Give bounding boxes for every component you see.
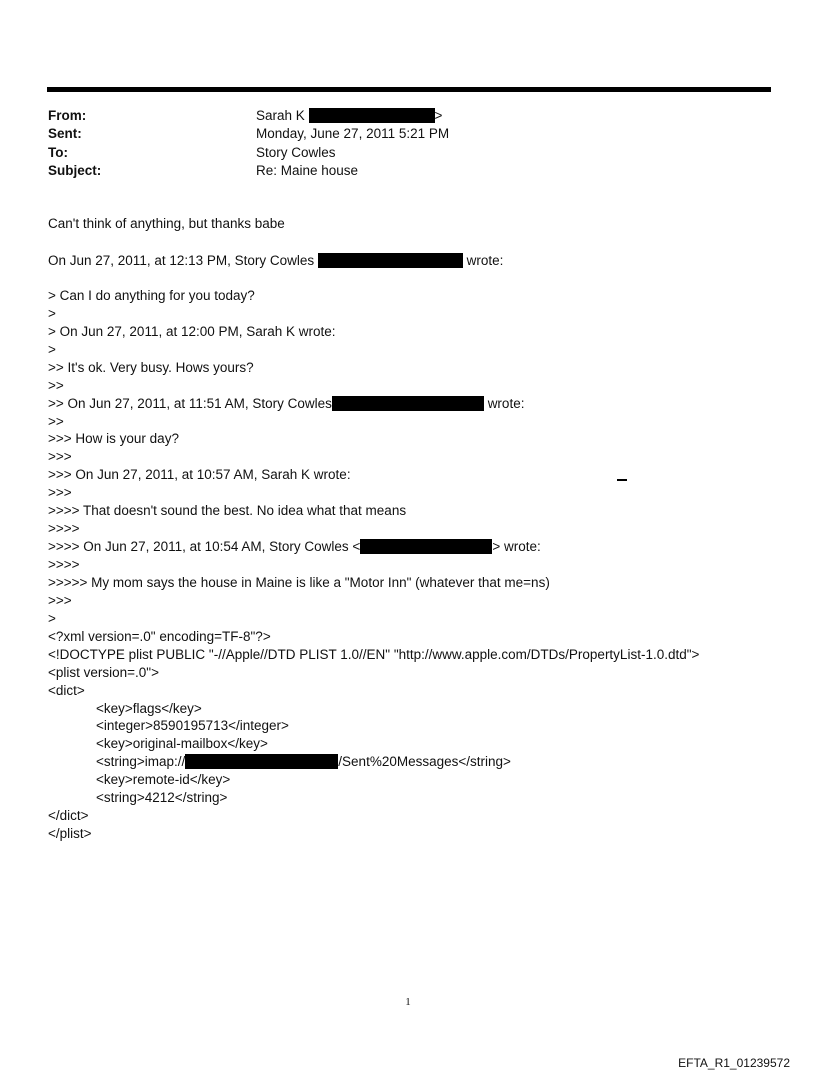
from-value — [256, 108, 442, 123]
plist-dict-open: <dict> — [48, 683, 85, 698]
quoted-line: >>> — [48, 593, 72, 608]
quoted-line: >>> On Jun 27, 2011, at 10:57 AM, Sarah K wrote: — [48, 467, 351, 482]
quoted-line: >>> — [48, 449, 72, 464]
from-name: Sarah K — [256, 108, 305, 123]
attribution-end: wrote: — [462, 253, 504, 268]
plist-key-mailbox: <key>original-mailbox</key> — [96, 736, 268, 751]
redaction-box — [185, 754, 338, 769]
document-id: EFTA_R1_01239572 — [678, 1056, 790, 1070]
quoted-line — [48, 396, 524, 411]
plist-key-remote-id: <key>remote-id</key> — [96, 772, 231, 787]
quoted-line — [48, 539, 541, 554]
plist-key-flags: <key>flags</key> — [96, 701, 202, 716]
quoted-line: >>>> — [48, 521, 80, 536]
subject-label: Subject: — [48, 163, 102, 178]
redaction-box — [332, 396, 484, 411]
reply-text: Can't think of anything, but thanks babe — [48, 216, 285, 231]
plist-dict-close: </dict> — [48, 808, 89, 823]
subject-value: Re: Maine house — [256, 163, 359, 178]
plist-string-start: <string>imap:// — [96, 754, 186, 769]
quoted-line: >> — [48, 414, 64, 429]
sent-label: Sent: — [48, 126, 82, 141]
redaction-box — [318, 253, 463, 268]
quoted-line: >>>> That doesn't sound the best. No idea what that means — [48, 503, 407, 518]
attribution-line — [48, 253, 503, 268]
page-number: 1 — [405, 996, 411, 1008]
from-label: From: — [48, 108, 87, 123]
quoted-text: > wrote: — [492, 539, 541, 554]
plist-string-mailbox — [96, 754, 511, 769]
quoted-line: > — [48, 306, 56, 321]
from-end: > — [434, 108, 443, 123]
to-label: To: — [48, 145, 68, 160]
plist-integer-flags: <integer>8590195713</integer> — [96, 718, 289, 733]
quoted-line: >>> How is your day? — [48, 431, 179, 446]
redaction-box — [309, 108, 435, 123]
quoted-line: >> It's ok. Very busy. Hows yours? — [48, 360, 254, 375]
quoted-text: >> On Jun 27, 2011, at 11:51 AM, Story Cowles — [48, 396, 332, 411]
quoted-line: >>>> — [48, 557, 80, 572]
quoted-text: >>>> On Jun 27, 2011, at 10:54 AM, Story Cowles < — [48, 539, 361, 554]
attribution-text: On Jun 27, 2011, at 12:13 PM, Story Cowles — [48, 253, 315, 268]
stray-mark — [617, 479, 627, 481]
quoted-line: > Can I do anything for you today? — [48, 288, 255, 303]
plist-xml-declaration: <?xml version=.0" encoding=TF-8"?> — [48, 629, 271, 644]
plist-string-end: /Sent%20Messages</string> — [338, 754, 511, 769]
plist-open: <plist version=.0"> — [48, 665, 159, 680]
quoted-line: > — [48, 342, 56, 357]
plist-string-remote-id: <string>4212</string> — [96, 790, 228, 805]
sent-value: Monday, June 27, 2011 5:21 PM — [256, 126, 450, 141]
quoted-line: > On Jun 27, 2011, at 12:00 PM, Sarah K wrote: — [48, 324, 336, 339]
quoted-line: >>>>> My mom says the house in Maine is like a "Motor Inn" (whatever that me=ns) — [48, 575, 550, 590]
quoted-line: >>> — [48, 485, 72, 500]
to-value: Story Cowles — [256, 145, 336, 160]
quoted-text: wrote: — [487, 396, 525, 411]
plist-close: </plist> — [48, 826, 92, 841]
quoted-line: > — [48, 611, 56, 626]
header-rule — [47, 87, 771, 92]
redaction-box — [360, 539, 492, 554]
plist-doctype: <!DOCTYPE plist PUBLIC "-//Apple//DTD PLIST 1.0//EN" "http://www.apple.com/DTDs/PropertyList-1.0.dtd"> — [48, 647, 700, 662]
quoted-line: >> — [48, 378, 64, 393]
